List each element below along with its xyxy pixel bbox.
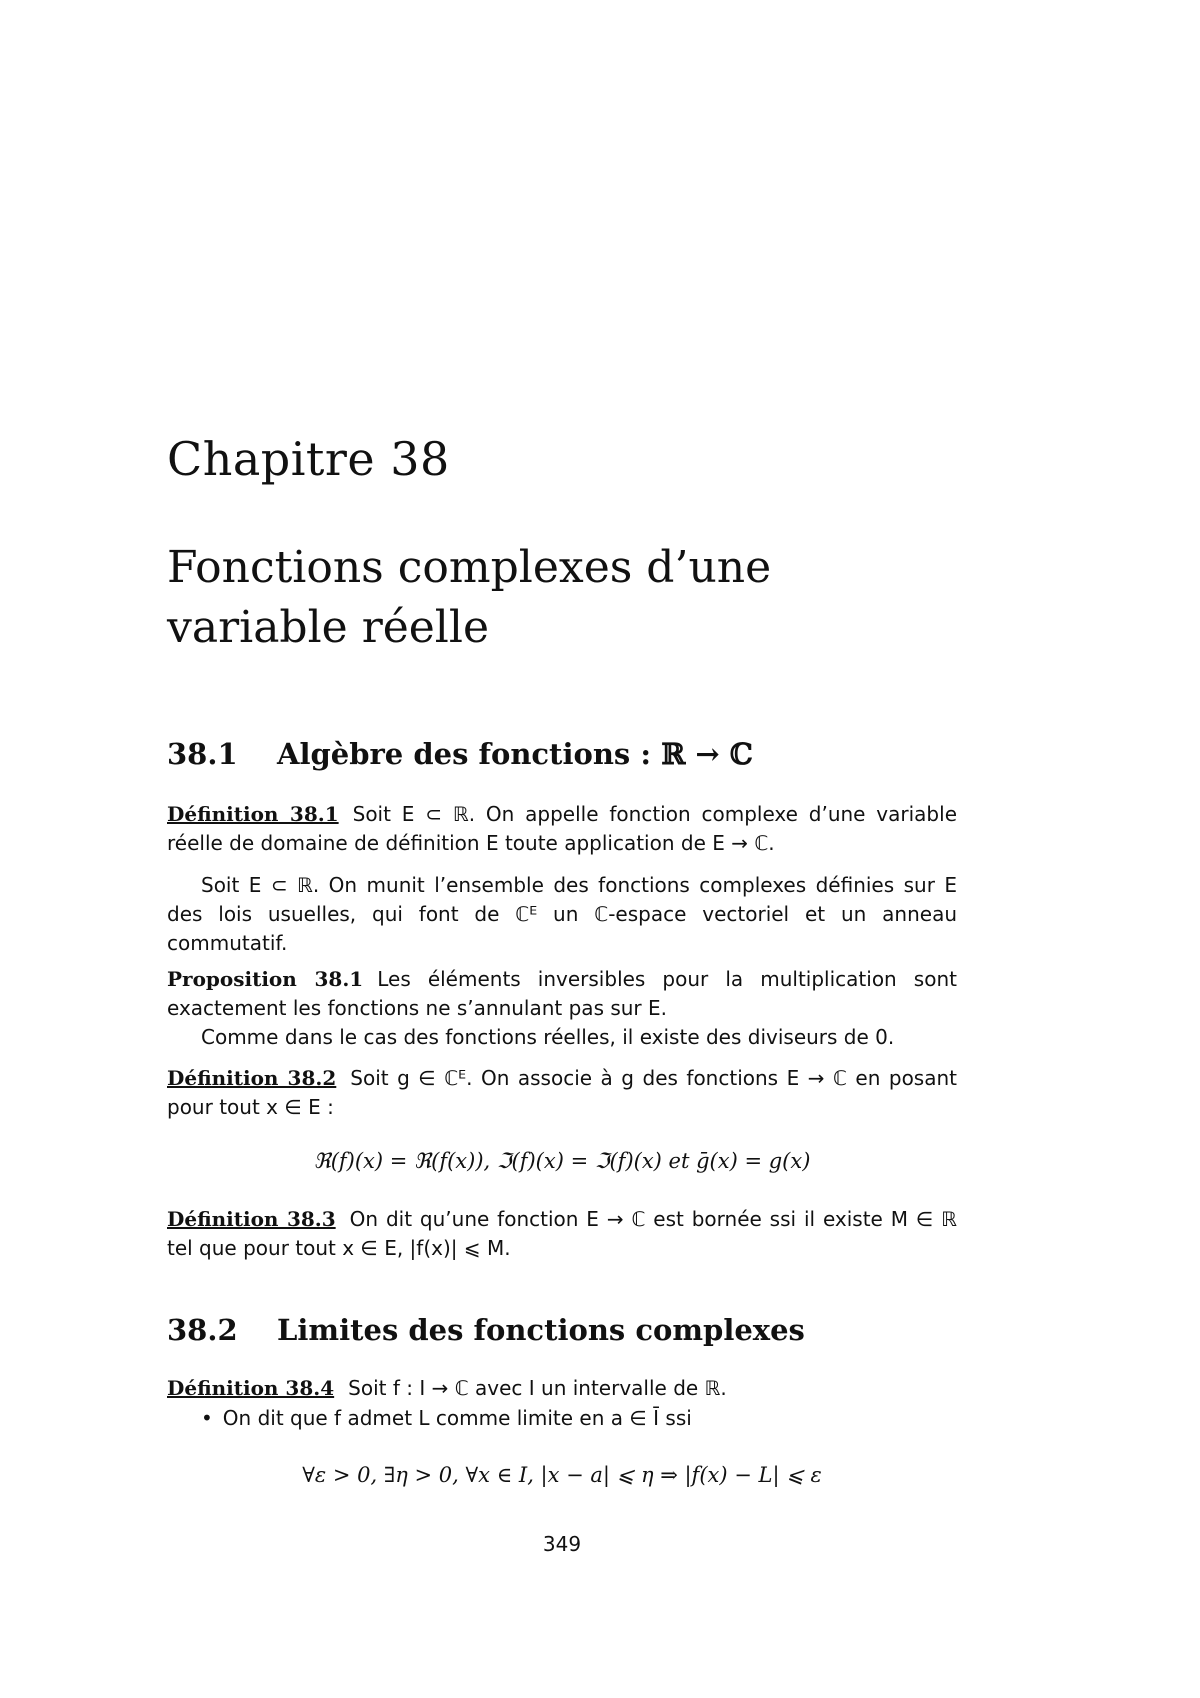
definition-title: Définition 38.3 xyxy=(167,1207,336,1231)
display-formula: ∀ε > 0, ∃η > 0, ∀x ∈ I, |x − a| ⩽ η ⇒ |f(x) − L| ⩽ ε xyxy=(302,1463,822,1487)
definition-text: Soit g ∈ ℂᴱ. On associe à g des fonctions E → ℂ en posant pour tout x ∈ E : xyxy=(167,1066,958,1119)
section-number: 38.1 xyxy=(167,737,238,771)
section-heading-2 xyxy=(167,1313,805,1347)
page-number: 349 xyxy=(542,1532,582,1556)
list-item-text: On dit que f admet L comme limite en a ∈ Ī ssi xyxy=(222,1406,692,1430)
definition-block xyxy=(167,800,957,858)
section-title: Algèbre des fonctions : ℝ → ℂ xyxy=(277,737,753,771)
proposition-title: Proposition 38.1 xyxy=(167,967,364,991)
proposition-block xyxy=(167,965,957,1023)
definition-title: Définition 38.4 xyxy=(167,1376,335,1400)
section-title: Limites des fonctions complexes xyxy=(277,1313,805,1347)
paragraph: Comme dans le cas des fonctions réelles, il existe des diviseurs de 0. xyxy=(201,1025,895,1049)
chapter-title: Fonctions complexes d’une variable réelle xyxy=(167,542,772,653)
chapter-label: Chapitre 38 xyxy=(167,432,450,486)
paragraph: Soit E ⊂ ℝ. On munit l’ensemble des fonctions complexes définies sur E des lois usuelles, qui font de ℂᴱ un ℂ-espace vectoriel et un anneau commutatif. xyxy=(167,873,957,955)
definition-title: Définition 38.2 xyxy=(167,1066,337,1090)
definition-text: On dit qu’une fonction E → ℂ est bornée ssi il existe M ∈ ℝ tel que pour tout x ∈ E, |f(x)| ⩽ M. xyxy=(167,1207,957,1260)
definition-block xyxy=(167,1205,957,1263)
definition-title: Définition 38.1 xyxy=(167,802,339,826)
proposition-text: Les éléments inversibles pour la multiplication sont exactement les fonctions ne s’annulant pas sur E. xyxy=(167,967,957,1020)
definition-block xyxy=(167,1374,957,1403)
bullet-icon: • xyxy=(201,1406,213,1430)
display-formula: ℜ(f)(x) = ℜ(f(x)), ℑ(f)(x) = ℑ(f)(x) et ḡ(x) = g(x) xyxy=(313,1149,811,1173)
definition-text: Soit E ⊂ ℝ. On appelle fonction complexe d’une variable réelle de domaine de définition E toute application de E → ℂ. xyxy=(167,802,957,855)
section-number: 38.2 xyxy=(167,1313,238,1347)
definition-text: Soit f : I → ℂ avec I un intervalle de ℝ. xyxy=(348,1376,727,1400)
list-item xyxy=(201,1406,692,1430)
definition-block xyxy=(167,1064,957,1122)
page xyxy=(167,0,957,1698)
section-heading-1 xyxy=(167,737,753,771)
